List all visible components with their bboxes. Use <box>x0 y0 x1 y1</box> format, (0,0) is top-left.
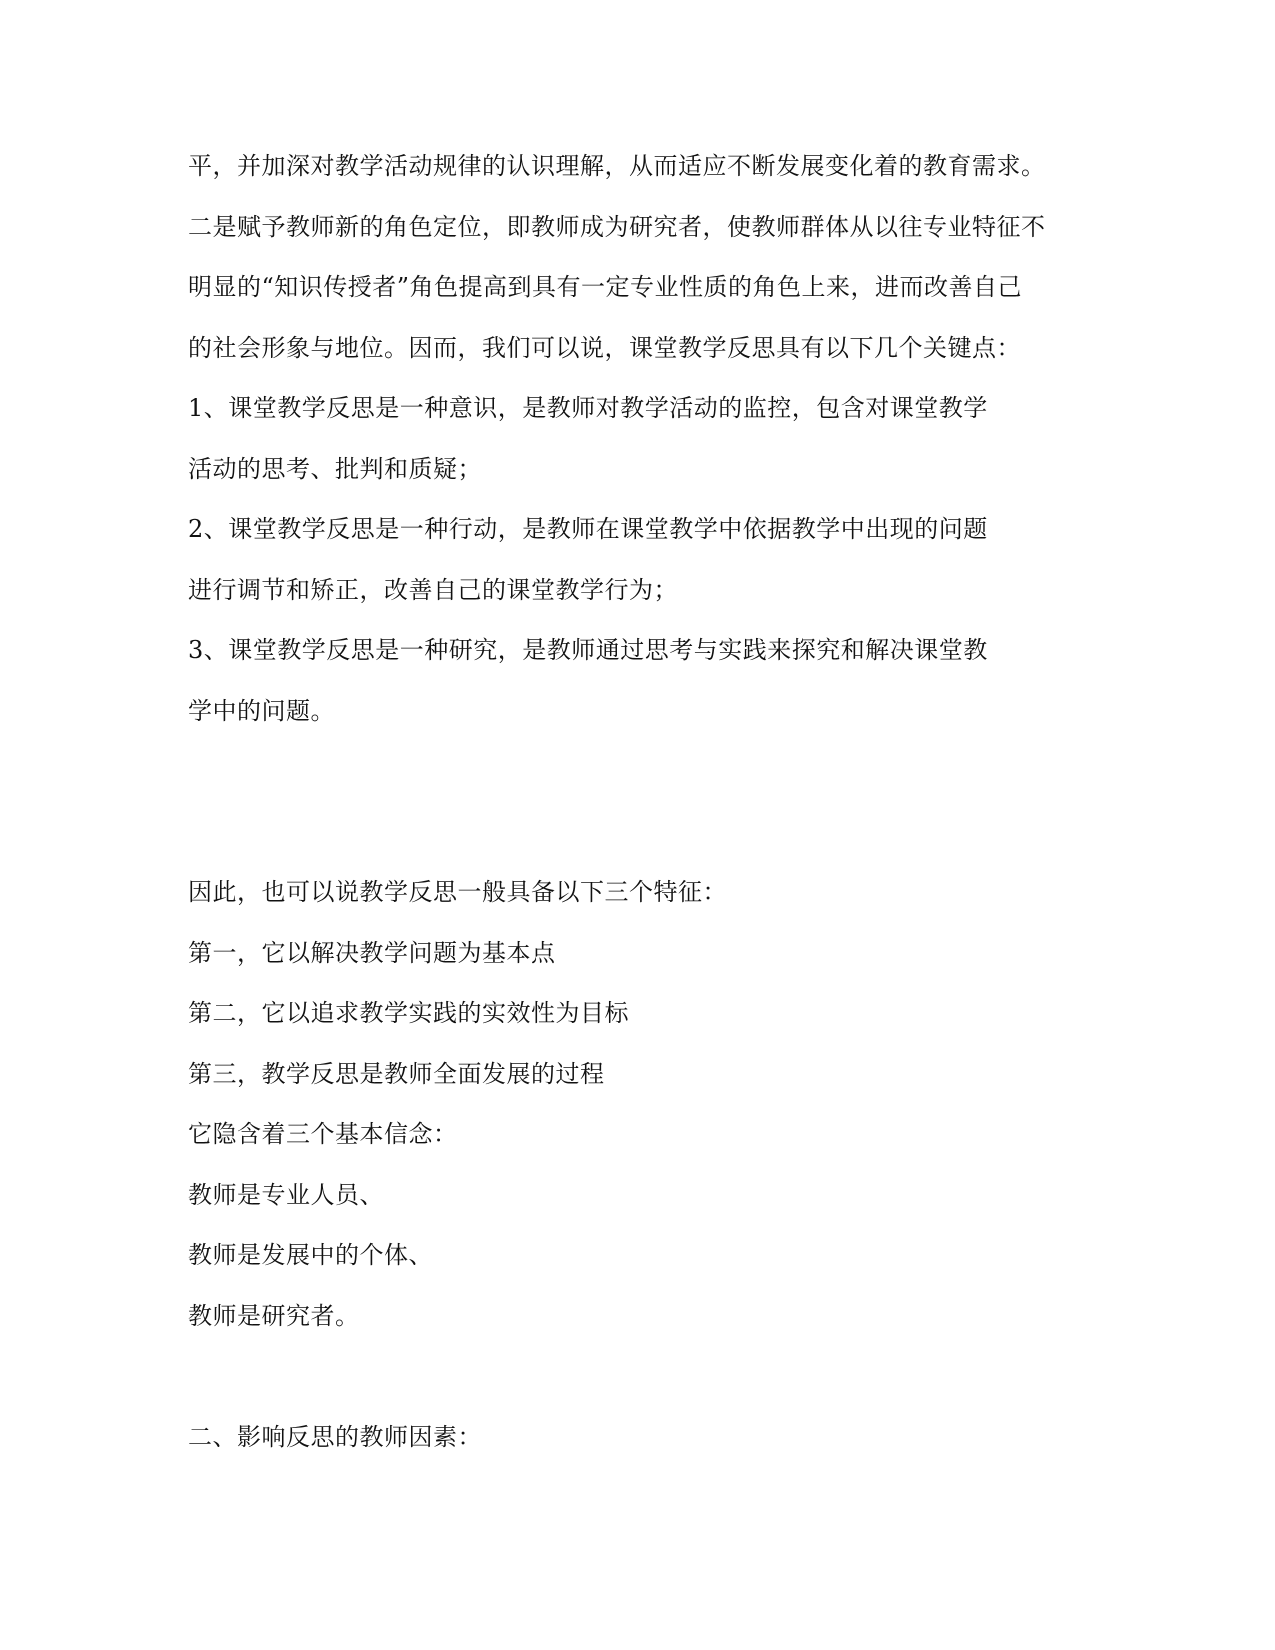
text-line: 教师是研究者。 <box>188 1302 360 1330</box>
text-line: 教师是专业人员、 <box>188 1181 384 1209</box>
text-line: 的社会形象与地位。因而，我们可以说，课堂教学反思具有以下几个关键点： <box>188 334 1021 362</box>
text-line: 进行调节和矫正，改善自己的课堂教学行为； <box>188 576 678 604</box>
text-line: 1、课堂教学反思是一种意识，是教师对教学活动的监控，包含对课堂教学 <box>188 394 988 422</box>
text-line: 因此，也可以说教学反思一般具备以下三个特征： <box>188 878 727 906</box>
text-line: 第二，它以追求教学实践的实效性为目标 <box>188 999 629 1027</box>
text-line: 平，并加深对教学活动规律的认识理解，从而适应不断发展变化着的教育需求。 <box>188 152 1046 180</box>
text-line: 第三，教学反思是教师全面发展的过程 <box>188 1060 605 1088</box>
text-line: 活动的思考、批判和质疑； <box>188 455 482 483</box>
text-line: 明显的“知识传授者”角色提高到具有一定专业性质的角色上来，进而改善自己 <box>188 273 1023 301</box>
text-line: 二是赋予教师新的角色定位，即教师成为研究者，使教师群体从以往专业特征不 <box>188 213 1046 241</box>
text-line: 教师是发展中的个体、 <box>188 1241 433 1269</box>
text-line: 第一，它以解决教学问题为基本点 <box>188 939 556 967</box>
text-line: 学中的问题。 <box>188 697 335 725</box>
section-heading: 二、影响反思的教师因素： <box>188 1423 482 1451</box>
text-line: 它隐含着三个基本信念： <box>188 1120 458 1148</box>
text-line: 2、课堂教学反思是一种行动，是教师在课堂教学中依据教学中出现的问题 <box>188 515 988 543</box>
text-line: 3、课堂教学反思是一种研究，是教师通过思考与实践来探究和解决课堂教 <box>188 636 988 664</box>
